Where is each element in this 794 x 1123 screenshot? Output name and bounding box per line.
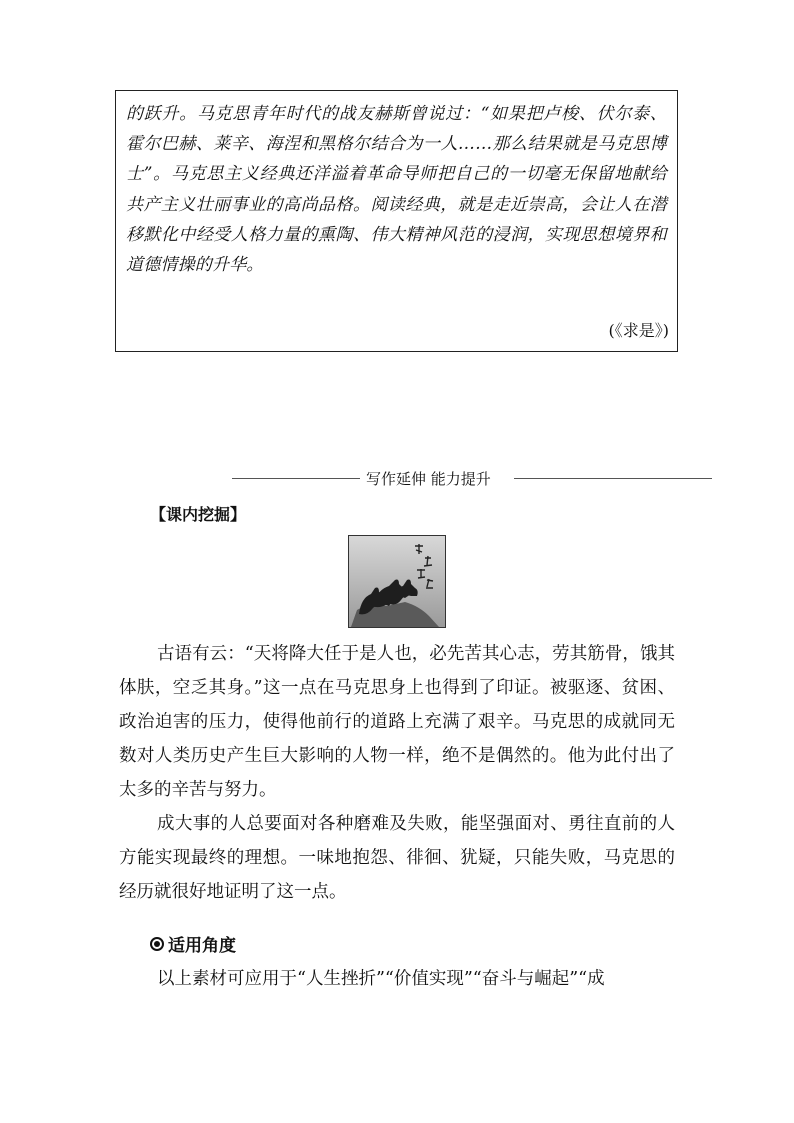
quote-text: 的跃升。马克思青年时代的战友赫斯曾说过：“如果把卢梭、伏尔泰、霍尔巴赫、莱辛、海涅和黑格尔结合为一人……那么结果就是马克思博士”。马克思主义经典还洋溢着革命导师把自己的一切毫无保留地献给共产主义壮丽事业的高尚品格。阅读经典，就是走近崇高，会让人在潜移默化中经受人格力量的熏陶、伟大精神风范的浸润，实现思想境界和道德情操的升华。 (126, 104, 667, 276)
divider-line-left (232, 478, 360, 479)
quote-source: (《求是》) (608, 321, 669, 340)
divider-label: 写作延伸 能力提升 (366, 470, 491, 488)
quote-box (115, 90, 678, 352)
applicable-heading-label: 适用角度 (168, 936, 236, 956)
divider-line-right (514, 478, 712, 479)
horse-sculpture-icon (349, 536, 445, 627)
bullet-icon (150, 937, 164, 951)
section-divider (232, 468, 712, 488)
horse-sculpture-photo (348, 535, 446, 628)
applicable-heading (150, 931, 236, 956)
body-paragraph: 成大事的人总要面对各种磨难及失败，能坚强面对、勇往直前的人方能实现最终的理想。一味地抱怨、徘徊、犹疑，只能失败，马克思的经历就很好地证明了这一点。 (119, 814, 675, 902)
section-subheading: 【课内挖掘】 (150, 505, 247, 524)
body-paragraph: 古语有云：“天将降大任于是人也，必先苦其心志，劳其筋骨，饿其体肤，空乏其身。”这一点在马克思身上也得到了印证。被驱逐、贫困、政治迫害的压力，使得他前行的道路上充满了艰辛。马克思的成就同无数对人类历史产生巨大影响的人物一样，绝不是偶然的。他为此付出了太多的辛苦与努力。 (119, 644, 675, 800)
body-text (119, 637, 675, 909)
applicable-text: 以上素材可应用于“人生挫折”“价值实现”“奋斗与崛起”“成 (157, 969, 605, 989)
